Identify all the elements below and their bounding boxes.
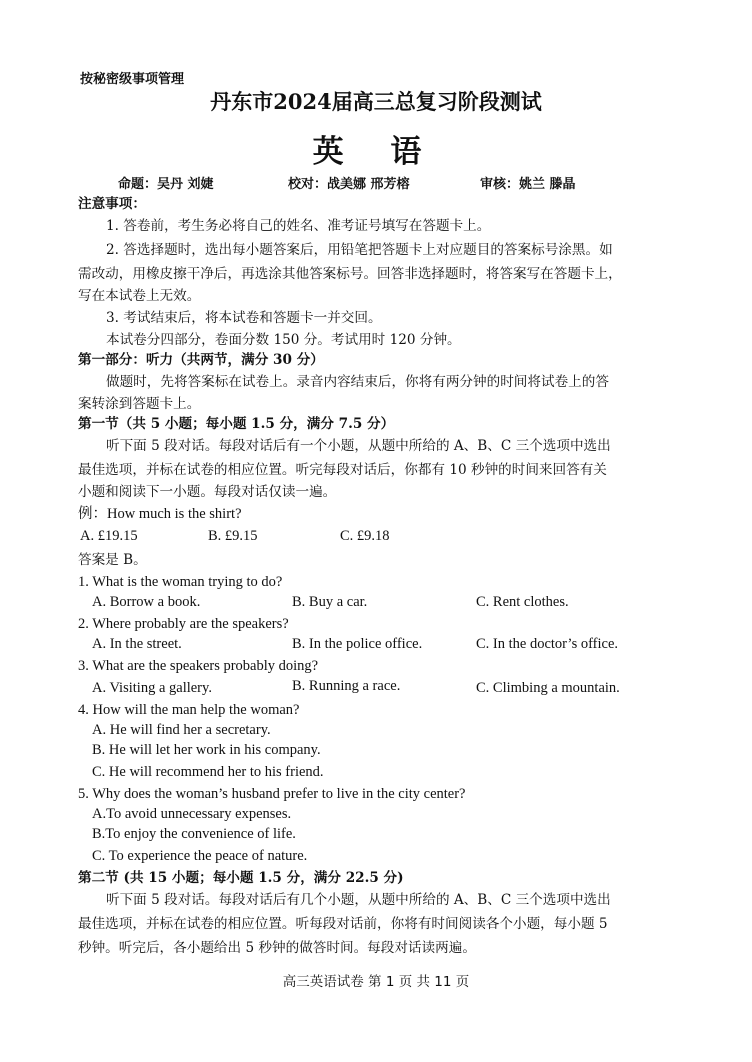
example-option-c: C. £9.18 (340, 528, 390, 544)
notice-item-3: 3. 考试结束后，将本试卷和答题卡一并交回。 (106, 310, 382, 326)
notice-item-2-line-2: 需改动，用橡皮擦干净后，再选涂其他答案标号。回答非选择题时，将答案写在答题卡上， (78, 266, 622, 282)
question-2-option-b: B. In the police office. (292, 636, 423, 652)
subject-title: 英 语 (312, 134, 440, 170)
example-option-b: B. £9.15 (208, 528, 258, 544)
section2-intro-line-2: 最佳选项，并标在试卷的相应位置。听每段对话前，你将有时间阅读各个小题，每小题 5 (78, 916, 608, 932)
part1-intro-line-1: 做题时，先将答案标在试卷上。录音内容结束后，你将有两分钟的时间将试卷上的答 (106, 374, 609, 390)
notice-heading: 注意事项： (78, 196, 146, 212)
example-question: 例：How much is the shirt? (78, 506, 242, 522)
question-5: 5. Why does the woman’s husband prefer to live in the city center? (78, 786, 466, 802)
exam-title: 丹东市2024届高三总复习阶段测试 (210, 89, 542, 114)
question-1-option-a: A. Borrow a book. (92, 594, 201, 610)
question-4-option-a: A. He will find her a secretary. (92, 722, 271, 738)
question-3: 3. What are the speakers probably doing? (78, 658, 319, 674)
notice-item-4: 本试卷分四部分，卷面分数 150 分。考试用时 120 分钟。 (106, 332, 461, 348)
question-3-option-c: C. Climbing a mountain. (476, 680, 620, 696)
notice-item-1: 1. 答卷前，考生务必将自己的姓名、准考证号填写在答题卡上。 (106, 218, 491, 234)
question-1: 1. What is the woman trying to do? (78, 574, 283, 590)
example-option-a: A. £19.15 (80, 528, 138, 544)
question-3-option-b: B. Running a race. (292, 678, 401, 694)
question-1-option-b: B. Buy a car. (292, 594, 368, 610)
question-5-option-c: C. To experience the peace of nature. (92, 848, 308, 864)
question-4-option-c: C. He will recommend her to his friend. (92, 764, 324, 780)
question-4: 4. How will the man help the woman? (78, 702, 300, 718)
notice-item-2-line-3: 写在本试卷上无效。 (78, 288, 201, 304)
section1-intro-line-2: 最佳选项，并标在试卷的相应位置。听完每段对话后，你都有 10 秒钟的时间来回答有关 (78, 462, 607, 478)
question-3-option-a: A. Visiting a gallery. (92, 680, 212, 696)
question-2-option-c: C. In the doctor’s office. (476, 636, 619, 652)
staff-proofreaders: 校对：战美娜 邢芳榕 (288, 177, 410, 192)
question-1-option-c: C. Rent clothes. (476, 594, 569, 610)
section1-heading: 第一节（共 5 小题；每小题 1.5 分，满分 7.5 分） (78, 416, 395, 432)
question-5-option-a: A.To avoid unnecessary expenses. (92, 806, 292, 822)
part1-intro-line-2: 案转涂到答题卡上。 (78, 396, 201, 412)
example-answer: 答案是 B。 (78, 552, 147, 568)
staff-reviewers: 审核：姚兰 滕晶 (480, 177, 576, 192)
section1-intro-line-3: 小题和阅读下一小题。每段对话仅读一遍。 (78, 484, 337, 500)
page-footer: 高三英语试卷 第 1 页 共 11 页 (282, 974, 470, 990)
secret-level-note: 按秘密级事项管理 (80, 72, 185, 87)
question-5-option-b: B.To enjoy the convenience of life. (92, 826, 296, 842)
section1-intro-line-1: 听下面 5 段对话。每段对话后有一个小题，从题中所给的 A、B、C 三个选项中选出 (106, 438, 611, 454)
section2-intro-line-1: 听下面 5 段对话。每段对话后有几个小题，从题中所给的 A、B、C 三个选项中选出 (106, 892, 611, 908)
question-2: 2. Where probably are the speakers? (78, 616, 289, 632)
question-2-option-a: A. In the street. (92, 636, 182, 652)
part1-heading: 第一部分：听力（共两节，满分 30 分） (78, 352, 324, 368)
staff-proposers: 命题：吴丹 刘婕 (118, 177, 214, 192)
question-4-option-b: B. He will let her work in his company. (92, 742, 321, 758)
section2-heading: 第二节 (共 15 小题；每小题 1.5 分，满分 22.5 分) (78, 870, 404, 886)
section2-intro-line-3: 秒钟。听完后，各小题给出 5 秒钟的做答时间。每段对话读两遍。 (78, 940, 476, 956)
notice-item-2-line-1: 2. 答选择题时，选出每小题答案后，用铅笔把答题卡上对应题目的答案标号涂黑。如 (106, 242, 613, 258)
